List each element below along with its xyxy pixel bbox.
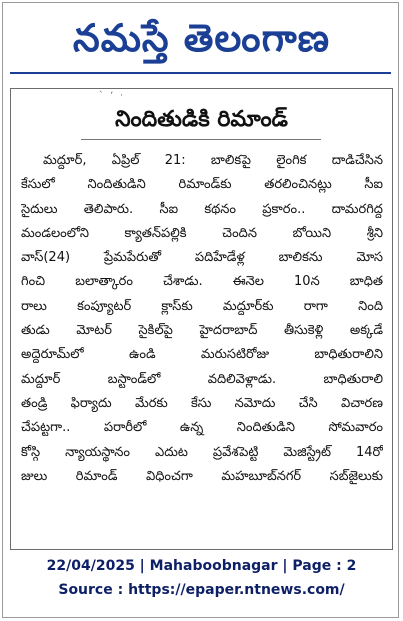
- article-line: చేపట్టగా.. పరారీలో ఉన్న నిందితుడిని సోమవారం: [21, 420, 383, 436]
- kicker-decoration: ` ‘ ·: [99, 91, 125, 101]
- article-line: మండలంలోని క్యాతన్‌పల్లికి చెందిన బోయిని శ్రీని: [21, 225, 383, 241]
- news-clipping: [10, 88, 393, 550]
- article-line: రాలు కంప్యూటర్ క్లాస్‌కు మద్దూర్‌కు రాగా నింది: [21, 298, 383, 314]
- article-line: జులు రిమాండ్ విధించగా మహబూబ్‌నగర్ సబ్‌జైలుకు: [21, 468, 383, 484]
- article-line: అద్దెరూమ్‌లో ఉండి మరుసటిరోజు బాధితురాలిని: [21, 347, 383, 363]
- article-line: మద్దూర్, ఏప్రిల్ 21: బాలికపై లైంగిక దాడిచేసిన: [43, 153, 383, 168]
- article-line: వాస్(24) ప్రేమపేరుతో పదిహేడేళ్ల బాలికను మోస: [21, 250, 383, 266]
- headline-rule: [81, 139, 321, 140]
- article-line: గించి బలాత్కారం చేశాడు. ఈనెల 10న బాధిత: [21, 274, 383, 290]
- article-line: కోస్గి న్యాయస్థానం ఎదుట ప్రవేశపెట్టి మెజిస్ట్రేట్ 14రో: [21, 444, 383, 460]
- edition-info: 22/04/2025 | Mahaboobnagar | Page : 2: [46, 558, 357, 574]
- source-link[interactable]: Source : https://epaper.ntnews.com/: [58, 582, 345, 598]
- article-line: తుడు మోటర్ సైకిల్‌పై హైదరాబాద్ తీసుకెళ్లి అక్కడే: [21, 323, 383, 339]
- article-body: [21, 149, 383, 489]
- masthead-rule: [10, 72, 391, 74]
- article-line: తండ్రి ఫిర్యాదు మేరకు కేసు నమోదు చేసి విచారణ: [21, 395, 383, 411]
- article-line: సైదులు తెలిపారు. సీఐ కథనం ప్రకారం.. దామరగిద్ద: [21, 201, 383, 217]
- article-headline: నిందితుడికి రిమాండ్: [115, 107, 288, 132]
- newspaper-masthead: నమస్తే తెలంగాణ: [73, 16, 330, 60]
- article-line: కేసులో నిందితుడిని రిమాండ్‌కు తరలించినట్లు సీఐ: [21, 177, 383, 193]
- article-line: మద్దూర్ బస్టాండ్‌లో వదిలివెళ్లాడు. బాధితురాలి: [21, 371, 383, 387]
